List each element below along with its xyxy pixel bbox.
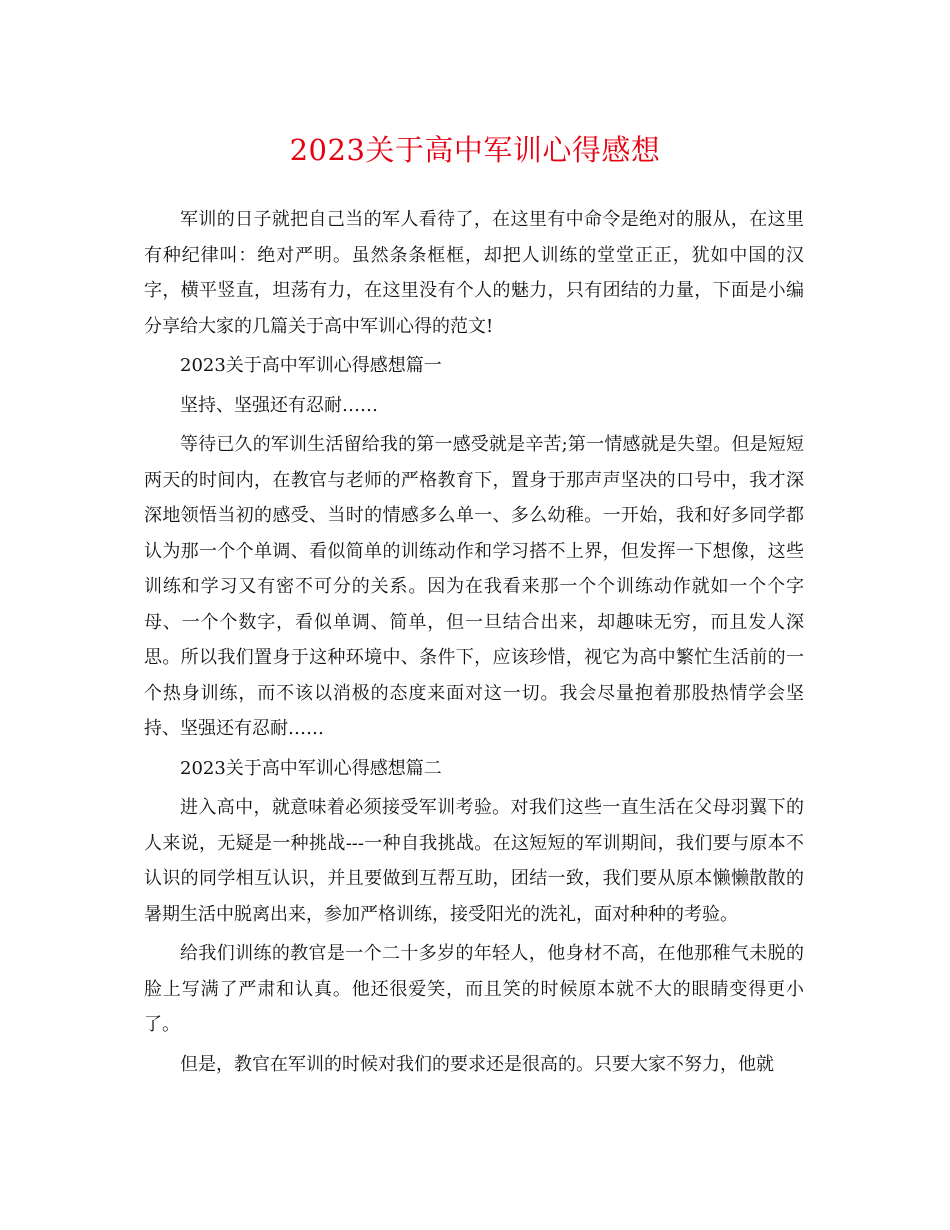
intro-paragraph: 军训的日子就把自己当的军人看待了，在这里有中命令是绝对的服从，在这里有种纪律叫：绝对严明。虽然条条框框，却把人训练的堂堂正正，犹如中国的汉字，横平竖直，坦荡有力，在这里没有个人的魅力，只有团结的力量，下面是小编分享给大家的几篇关于高中军训心得的范文!: [144, 209, 804, 337]
section-1-subtitle: 坚持、坚强还有忍耐……: [180, 394, 378, 416]
section-2-paragraph-2: 给我们训练的教官是一个二十多岁的年轻人，他身材不高，在他那稚气未脱的脸上写满了严肃和认真。他还很爱笑，而且笑的时候原本就不大的眼睛变得更小了。: [144, 943, 804, 1035]
document-body: [144, 202, 804, 1086]
section-heading-2: 2023关于高中军训心得感想篇二: [180, 757, 442, 779]
section-heading-1: 2023关于高中军训心得感想篇一: [180, 355, 442, 376]
section-2-paragraph-1: 进入高中，就意味着必须接受军训考验。对我们这些一直生活在父母羽翼下的人来说，无疑是一种挑战---一种自我挑战。在这短短的军训期间，我们要与原本不认识的同学相互认识，并且要做到互帮互助，团结一致，我们要从原本懒懒散散的暑期生活中脱离出来，参加严格训练，接受阳光的洗礼，面对种种的考验。: [144, 797, 804, 925]
section-1-paragraph: 等待已久的军训生活留给我的第一感受就是辛苦;第一情感就是失望。但是短短两天的时间内，在教官与老师的严格教育下，置身于那声声坚决的口号中，我才深深地领悟当初的感受、当时的情感多么单一、多么幼稚。一开始，我和好多同学都认为那一个个单调、看似简单的训练动作和学习搭不上界，但发挥一下想像，这些训练和学习又有密不可分的关系。因为在我看来那一个个训练动作就如一个个字母、一个个数字，看似单调、简单，但一旦结合出来，却趣味无穷，而且发人深思。所以我们置身于这种环境中、条件下，应该珍惜，视它为高中繁忙生活前的一个热身训练，而不该以消极的态度来面对这一切。我会尽量抱着那股热情学会坚持、坚强还有忍耐……: [144, 434, 804, 739]
section-2-paragraph-3: 但是，教官在军训的时候对我们的要求还是很高的。只要大家不努力，他就: [180, 1053, 774, 1075]
document-title: 2023关于高中军训心得感想: [289, 133, 661, 167]
